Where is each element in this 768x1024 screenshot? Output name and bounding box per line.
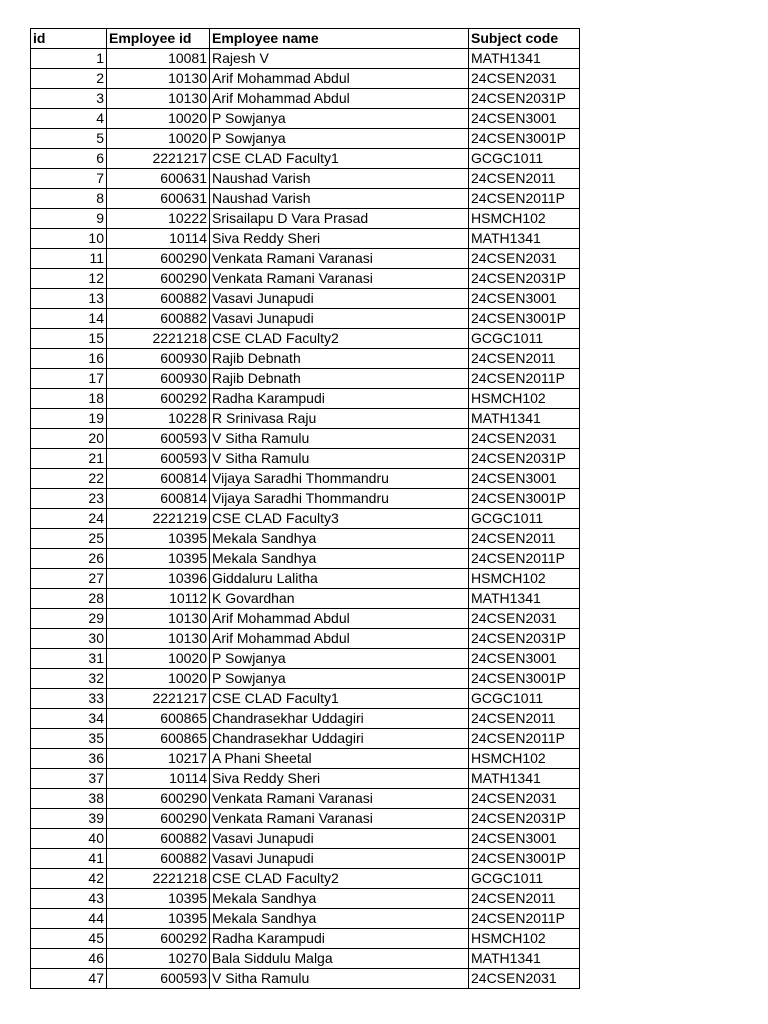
cell-employee-id: 600882 bbox=[107, 309, 210, 329]
cell-employee-name: Giddaluru Lalitha bbox=[210, 569, 469, 589]
cell-id: 30 bbox=[31, 629, 107, 649]
cell-employee-id: 600290 bbox=[107, 269, 210, 289]
header-row bbox=[31, 29, 580, 49]
cell-employee-name: V Sitha Ramulu bbox=[210, 449, 469, 469]
table-row bbox=[31, 829, 580, 849]
cell-employee-id: 10222 bbox=[107, 209, 210, 229]
cell-subject-code: 24CSEN2031 bbox=[469, 69, 580, 89]
cell-id: 27 bbox=[31, 569, 107, 589]
cell-employee-name: Venkata Ramani Varanasi bbox=[210, 809, 469, 829]
cell-employee-name: Vasavi Junapudi bbox=[210, 309, 469, 329]
cell-id: 34 bbox=[31, 709, 107, 729]
cell-id: 4 bbox=[31, 109, 107, 129]
cell-subject-code: 24CSEN3001 bbox=[469, 649, 580, 669]
cell-subject-code: GCGC1011 bbox=[469, 149, 580, 169]
cell-subject-code: 24CSEN3001 bbox=[469, 109, 580, 129]
cell-subject-code: 24CSEN2031 bbox=[469, 249, 580, 269]
cell-employee-id: 10130 bbox=[107, 609, 210, 629]
cell-employee-name: Arif Mohammad Abdul bbox=[210, 69, 469, 89]
cell-id: 32 bbox=[31, 669, 107, 689]
cell-employee-id: 600292 bbox=[107, 929, 210, 949]
table-row bbox=[31, 209, 580, 229]
cell-id: 14 bbox=[31, 309, 107, 329]
cell-employee-id: 600292 bbox=[107, 389, 210, 409]
header-subject-code: Subject code bbox=[469, 29, 580, 49]
cell-id: 18 bbox=[31, 389, 107, 409]
cell-subject-code: 24CSEN3001P bbox=[469, 489, 580, 509]
cell-employee-id: 10114 bbox=[107, 229, 210, 249]
cell-id: 37 bbox=[31, 769, 107, 789]
cell-employee-name: CSE CLAD Faculty1 bbox=[210, 149, 469, 169]
table-row bbox=[31, 489, 580, 509]
cell-subject-code: 24CSEN2011P bbox=[469, 909, 580, 929]
cell-employee-name: P Sowjanya bbox=[210, 129, 469, 149]
cell-employee-id: 2221218 bbox=[107, 329, 210, 349]
cell-employee-name: Chandrasekhar Uddagiri bbox=[210, 729, 469, 749]
cell-employee-id: 10217 bbox=[107, 749, 210, 769]
cell-employee-name: Rajesh V bbox=[210, 49, 469, 69]
cell-subject-code: 24CSEN2031P bbox=[469, 809, 580, 829]
cell-employee-id: 10130 bbox=[107, 629, 210, 649]
cell-id: 36 bbox=[31, 749, 107, 769]
cell-employee-name: Mekala Sandhya bbox=[210, 889, 469, 909]
cell-id: 41 bbox=[31, 849, 107, 869]
cell-subject-code: GCGC1011 bbox=[469, 869, 580, 889]
table-row bbox=[31, 229, 580, 249]
cell-employee-name: V Sitha Ramulu bbox=[210, 429, 469, 449]
cell-employee-id: 600290 bbox=[107, 249, 210, 269]
cell-subject-code: 24CSEN2011P bbox=[469, 549, 580, 569]
cell-id: 1 bbox=[31, 49, 107, 69]
cell-employee-name: P Sowjanya bbox=[210, 669, 469, 689]
cell-employee-id: 600930 bbox=[107, 349, 210, 369]
table-row bbox=[31, 629, 580, 649]
cell-employee-id: 10020 bbox=[107, 669, 210, 689]
table-row bbox=[31, 929, 580, 949]
table-row bbox=[31, 409, 580, 429]
table-row bbox=[31, 369, 580, 389]
cell-subject-code: 24CSEN2031 bbox=[469, 429, 580, 449]
cell-employee-name: Rajib Debnath bbox=[210, 369, 469, 389]
cell-employee-name: Radha Karampudi bbox=[210, 389, 469, 409]
employee-subject-table bbox=[30, 28, 580, 989]
cell-subject-code: HSMCH102 bbox=[469, 209, 580, 229]
cell-employee-id: 600290 bbox=[107, 809, 210, 829]
table-row bbox=[31, 89, 580, 109]
table-row bbox=[31, 169, 580, 189]
cell-employee-name: V Sitha Ramulu bbox=[210, 969, 469, 989]
cell-employee-id: 600882 bbox=[107, 289, 210, 309]
table-row bbox=[31, 809, 580, 829]
table-row bbox=[31, 149, 580, 169]
cell-id: 35 bbox=[31, 729, 107, 749]
cell-subject-code: 24CSEN2031 bbox=[469, 609, 580, 629]
cell-employee-name: Vasavi Junapudi bbox=[210, 829, 469, 849]
cell-subject-code: MATH1341 bbox=[469, 949, 580, 969]
cell-id: 43 bbox=[31, 889, 107, 909]
table-row bbox=[31, 429, 580, 449]
cell-employee-name: CSE CLAD Faculty2 bbox=[210, 869, 469, 889]
table-row bbox=[31, 909, 580, 929]
cell-id: 33 bbox=[31, 689, 107, 709]
cell-subject-code: 24CSEN3001 bbox=[469, 289, 580, 309]
cell-subject-code: 24CSEN3001P bbox=[469, 849, 580, 869]
cell-employee-name: Venkata Ramani Varanasi bbox=[210, 249, 469, 269]
table-row bbox=[31, 849, 580, 869]
cell-employee-id: 10112 bbox=[107, 589, 210, 609]
table-row bbox=[31, 309, 580, 329]
cell-subject-code: 24CSEN2011 bbox=[469, 529, 580, 549]
cell-id: 8 bbox=[31, 189, 107, 209]
cell-employee-name: Mekala Sandhya bbox=[210, 549, 469, 569]
cell-employee-name: Chandrasekhar Uddagiri bbox=[210, 709, 469, 729]
cell-employee-name: Naushad Varish bbox=[210, 169, 469, 189]
cell-subject-code: MATH1341 bbox=[469, 49, 580, 69]
cell-subject-code: MATH1341 bbox=[469, 589, 580, 609]
cell-employee-id: 10396 bbox=[107, 569, 210, 589]
cell-subject-code: MATH1341 bbox=[469, 769, 580, 789]
cell-id: 24 bbox=[31, 509, 107, 529]
cell-employee-id: 2221217 bbox=[107, 149, 210, 169]
cell-id: 28 bbox=[31, 589, 107, 609]
cell-id: 29 bbox=[31, 609, 107, 629]
cell-subject-code: 24CSEN2031 bbox=[469, 789, 580, 809]
cell-employee-name: Arif Mohammad Abdul bbox=[210, 609, 469, 629]
header-id: id bbox=[31, 29, 107, 49]
cell-employee-id: 10395 bbox=[107, 889, 210, 909]
cell-employee-name: Arif Mohammad Abdul bbox=[210, 629, 469, 649]
cell-employee-name: Vasavi Junapudi bbox=[210, 289, 469, 309]
cell-subject-code: 24CSEN3001P bbox=[469, 309, 580, 329]
table-row bbox=[31, 509, 580, 529]
table-row bbox=[31, 589, 580, 609]
cell-subject-code: 24CSEN3001P bbox=[469, 129, 580, 149]
cell-employee-name: Radha Karampudi bbox=[210, 929, 469, 949]
table-row bbox=[31, 889, 580, 909]
table-row bbox=[31, 349, 580, 369]
cell-employee-id: 2221219 bbox=[107, 509, 210, 529]
cell-employee-id: 10081 bbox=[107, 49, 210, 69]
cell-id: 45 bbox=[31, 929, 107, 949]
cell-employee-id: 10020 bbox=[107, 649, 210, 669]
cell-subject-code: 24CSEN3001 bbox=[469, 829, 580, 849]
cell-id: 47 bbox=[31, 969, 107, 989]
cell-employee-name: Mekala Sandhya bbox=[210, 909, 469, 929]
cell-employee-id: 600882 bbox=[107, 849, 210, 869]
header-employee-name: Employee name bbox=[210, 29, 469, 49]
cell-employee-id: 10395 bbox=[107, 909, 210, 929]
cell-subject-code: 24CSEN2011 bbox=[469, 169, 580, 189]
cell-id: 42 bbox=[31, 869, 107, 889]
table-row bbox=[31, 329, 580, 349]
cell-employee-id: 2221217 bbox=[107, 689, 210, 709]
table-row bbox=[31, 649, 580, 669]
cell-id: 21 bbox=[31, 449, 107, 469]
cell-employee-name: Vijaya Saradhi Thommandru bbox=[210, 489, 469, 509]
cell-employee-name: K Govardhan bbox=[210, 589, 469, 609]
cell-id: 12 bbox=[31, 269, 107, 289]
cell-id: 13 bbox=[31, 289, 107, 309]
table-row bbox=[31, 189, 580, 209]
table-row bbox=[31, 949, 580, 969]
cell-employee-id: 10020 bbox=[107, 109, 210, 129]
table-body bbox=[31, 49, 580, 989]
cell-subject-code: 24CSEN2031P bbox=[469, 269, 580, 289]
cell-employee-id: 600593 bbox=[107, 449, 210, 469]
cell-employee-name: P Sowjanya bbox=[210, 649, 469, 669]
table-row bbox=[31, 49, 580, 69]
cell-employee-id: 600290 bbox=[107, 789, 210, 809]
cell-subject-code: 24CSEN2011 bbox=[469, 709, 580, 729]
cell-subject-code: MATH1341 bbox=[469, 409, 580, 429]
cell-employee-name: Naushad Varish bbox=[210, 189, 469, 209]
cell-id: 16 bbox=[31, 349, 107, 369]
cell-subject-code: 24CSEN2031P bbox=[469, 629, 580, 649]
table-row bbox=[31, 789, 580, 809]
cell-id: 2 bbox=[31, 69, 107, 89]
header-employee-id: Employee id bbox=[107, 29, 210, 49]
cell-employee-name: Mekala Sandhya bbox=[210, 529, 469, 549]
cell-subject-code: HSMCH102 bbox=[469, 389, 580, 409]
cell-employee-name: CSE CLAD Faculty1 bbox=[210, 689, 469, 709]
cell-id: 46 bbox=[31, 949, 107, 969]
cell-subject-code: GCGC1011 bbox=[469, 329, 580, 349]
cell-id: 44 bbox=[31, 909, 107, 929]
cell-id: 26 bbox=[31, 549, 107, 569]
cell-id: 17 bbox=[31, 369, 107, 389]
cell-employee-id: 10395 bbox=[107, 549, 210, 569]
table-row bbox=[31, 609, 580, 629]
cell-employee-id: 600593 bbox=[107, 429, 210, 449]
table-row bbox=[31, 129, 580, 149]
cell-employee-name: Vasavi Junapudi bbox=[210, 849, 469, 869]
cell-employee-name: P Sowjanya bbox=[210, 109, 469, 129]
table-row bbox=[31, 689, 580, 709]
cell-id: 40 bbox=[31, 829, 107, 849]
cell-employee-name: Rajib Debnath bbox=[210, 349, 469, 369]
cell-employee-id: 10395 bbox=[107, 529, 210, 549]
cell-subject-code: 24CSEN2031P bbox=[469, 89, 580, 109]
table-row bbox=[31, 109, 580, 129]
cell-subject-code: GCGC1011 bbox=[469, 509, 580, 529]
cell-employee-id: 600865 bbox=[107, 729, 210, 749]
cell-id: 31 bbox=[31, 649, 107, 669]
cell-employee-id: 600814 bbox=[107, 489, 210, 509]
cell-id: 7 bbox=[31, 169, 107, 189]
cell-id: 11 bbox=[31, 249, 107, 269]
cell-subject-code: MATH1341 bbox=[469, 229, 580, 249]
cell-employee-id: 600882 bbox=[107, 829, 210, 849]
cell-subject-code: 24CSEN2011P bbox=[469, 729, 580, 749]
cell-id: 5 bbox=[31, 129, 107, 149]
cell-employee-id: 2221218 bbox=[107, 869, 210, 889]
cell-employee-name: Srisailapu D Vara Prasad bbox=[210, 209, 469, 229]
cell-id: 9 bbox=[31, 209, 107, 229]
cell-id: 39 bbox=[31, 809, 107, 829]
cell-id: 23 bbox=[31, 489, 107, 509]
table-row bbox=[31, 269, 580, 289]
cell-id: 3 bbox=[31, 89, 107, 109]
cell-employee-id: 600814 bbox=[107, 469, 210, 489]
table-row bbox=[31, 729, 580, 749]
table-row bbox=[31, 289, 580, 309]
cell-id: 20 bbox=[31, 429, 107, 449]
table-row bbox=[31, 529, 580, 549]
cell-employee-id: 10130 bbox=[107, 89, 210, 109]
table-row bbox=[31, 709, 580, 729]
table-row bbox=[31, 469, 580, 489]
cell-id: 38 bbox=[31, 789, 107, 809]
cell-employee-id: 600865 bbox=[107, 709, 210, 729]
table-row bbox=[31, 869, 580, 889]
table-row bbox=[31, 769, 580, 789]
cell-employee-name: CSE CLAD Faculty3 bbox=[210, 509, 469, 529]
cell-employee-id: 10020 bbox=[107, 129, 210, 149]
cell-id: 22 bbox=[31, 469, 107, 489]
cell-subject-code: 24CSEN3001 bbox=[469, 469, 580, 489]
cell-employee-name: Siva Reddy Sheri bbox=[210, 229, 469, 249]
cell-employee-id: 10130 bbox=[107, 69, 210, 89]
table-row bbox=[31, 549, 580, 569]
cell-employee-id: 600631 bbox=[107, 169, 210, 189]
cell-employee-id: 600631 bbox=[107, 189, 210, 209]
cell-subject-code: HSMCH102 bbox=[469, 749, 580, 769]
table-row bbox=[31, 69, 580, 89]
table-row bbox=[31, 249, 580, 269]
table-row bbox=[31, 389, 580, 409]
cell-employee-name: Siva Reddy Sheri bbox=[210, 769, 469, 789]
cell-subject-code: 24CSEN3001P bbox=[469, 669, 580, 689]
cell-employee-id: 600930 bbox=[107, 369, 210, 389]
cell-employee-name: CSE CLAD Faculty2 bbox=[210, 329, 469, 349]
cell-id: 15 bbox=[31, 329, 107, 349]
cell-id: 6 bbox=[31, 149, 107, 169]
cell-employee-name: A Phani Sheetal bbox=[210, 749, 469, 769]
table-row bbox=[31, 969, 580, 989]
cell-subject-code: 24CSEN2011P bbox=[469, 369, 580, 389]
cell-subject-code: GCGC1011 bbox=[469, 689, 580, 709]
cell-employee-id: 600593 bbox=[107, 969, 210, 989]
cell-employee-name: Bala Siddulu Malga bbox=[210, 949, 469, 969]
cell-subject-code: 24CSEN2011P bbox=[469, 189, 580, 209]
cell-subject-code: 24CSEN2011 bbox=[469, 889, 580, 909]
cell-subject-code: 24CSEN2011 bbox=[469, 349, 580, 369]
table-row bbox=[31, 669, 580, 689]
cell-subject-code: 24CSEN2031 bbox=[469, 969, 580, 989]
cell-id: 19 bbox=[31, 409, 107, 429]
cell-employee-name: Arif Mohammad Abdul bbox=[210, 89, 469, 109]
cell-id: 25 bbox=[31, 529, 107, 549]
cell-employee-name: Venkata Ramani Varanasi bbox=[210, 789, 469, 809]
cell-subject-code: HSMCH102 bbox=[469, 929, 580, 949]
cell-employee-name: Vijaya Saradhi Thommandru bbox=[210, 469, 469, 489]
cell-subject-code: HSMCH102 bbox=[469, 569, 580, 589]
table-row bbox=[31, 449, 580, 469]
cell-employee-id: 10114 bbox=[107, 769, 210, 789]
cell-employee-name: R Srinivasa Raju bbox=[210, 409, 469, 429]
cell-id: 10 bbox=[31, 229, 107, 249]
cell-employee-id: 10270 bbox=[107, 949, 210, 969]
table-row bbox=[31, 569, 580, 589]
table-row bbox=[31, 749, 580, 769]
cell-employee-name: Venkata Ramani Varanasi bbox=[210, 269, 469, 289]
cell-employee-id: 10228 bbox=[107, 409, 210, 429]
cell-subject-code: 24CSEN2031P bbox=[469, 449, 580, 469]
